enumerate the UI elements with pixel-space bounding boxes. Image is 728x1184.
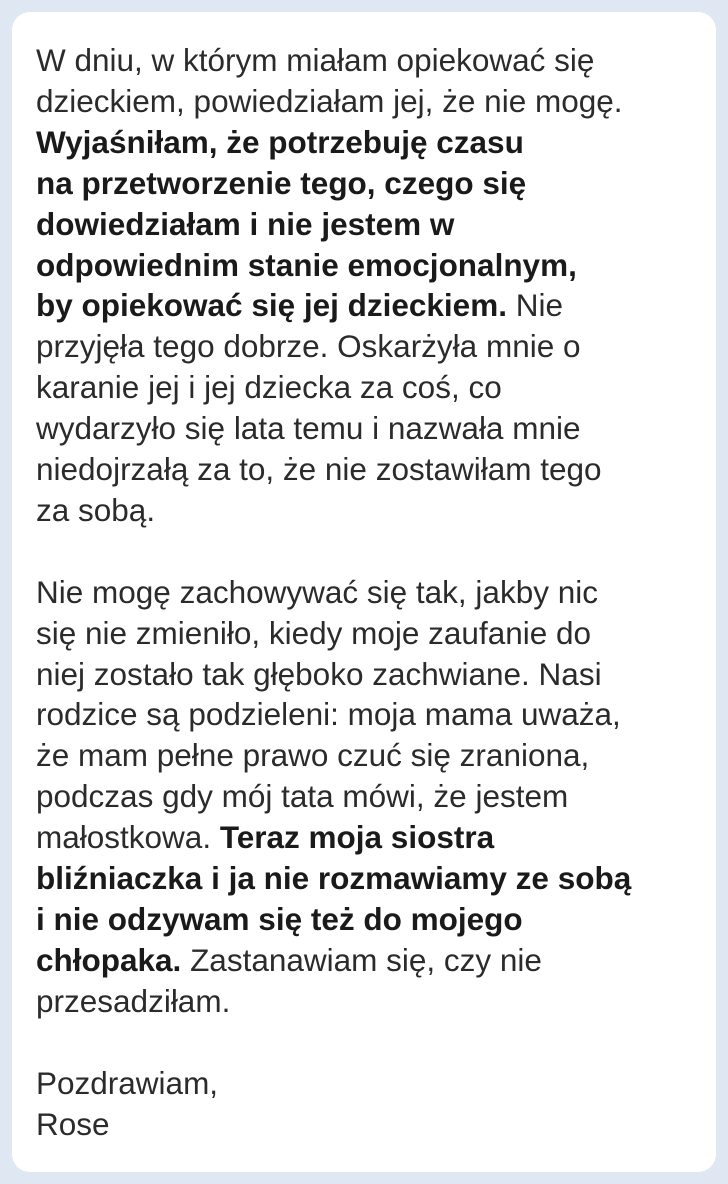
paragraph-spacer xyxy=(36,531,692,572)
signoff xyxy=(36,1063,692,1145)
paragraph-2-bold: Teraz moja siostra bliźniaczka i ja nie rozmawiamy ze sobą i nie odzywam się też do mojego chłopaka. xyxy=(36,819,632,978)
paragraph-2-text-end: Zastanawiam się, czy nie przesadziłam. xyxy=(36,941,542,1019)
paragraph-1 xyxy=(36,40,692,531)
paragraph-1-text-end: Nie przyjęła tego dobrze. Oskarżyła mnie o karanie jej i jej dziecka za coś, co wydarzyło się lata temu i nazwała mnie niedojrzałą za to, że nie zostawiłam tego za sobą. xyxy=(36,287,602,528)
paragraph-2-text: Nie mogę zachowywać się tak, jakby nic się nie zmieniło, kiedy moje zaufanie do niej zostało tak głęboko zachwiane. Nasi rodzice są podzieleni: moja mama uważa, że mam pełne prawo czuć się zraniona, podczas gdy mój tata mówi, że jestem małostkowa. xyxy=(36,573,621,856)
paragraph-1-bold: Wyjaśniłam, że potrzebuję czasu na przetworzenie tego, czego się dowiedziałam i nie jestem w odpowiednim stanie emocjonalnym, by opiekować się jej dzieckiem. xyxy=(36,123,577,324)
paragraph-1-text: W dniu, w którym miałam opiekować się dzieckiem, powiedziałam jej, że nie mogę. xyxy=(36,42,623,119)
letter-card xyxy=(12,12,716,1172)
signoff-name: Rose xyxy=(36,1105,110,1142)
paragraph-spacer xyxy=(36,1022,692,1063)
paragraph-2 xyxy=(36,572,692,1022)
signoff-greeting: Pozdrawiam, xyxy=(36,1064,219,1101)
